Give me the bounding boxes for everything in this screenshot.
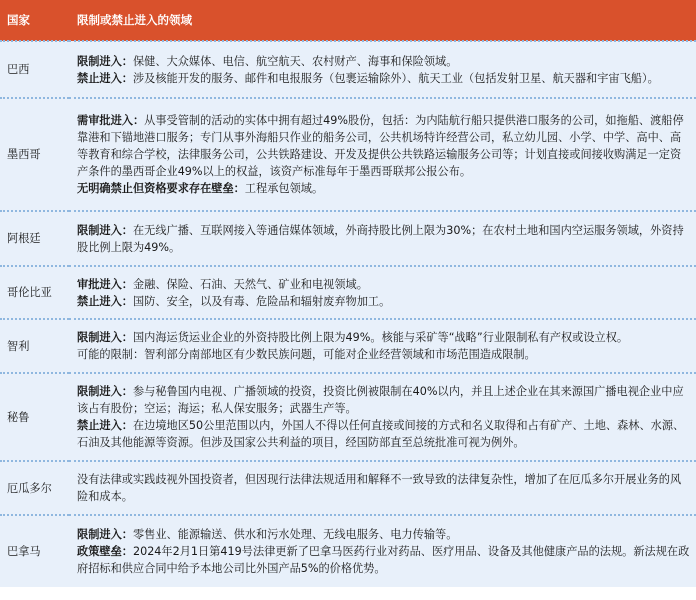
restriction-cell [69, 41, 696, 98]
restriction-text: 涉及核能开发的服务、邮件和电报服务（包裹运输除外）、航天工业（包括发射卫星、航天器和宇宙飞船）。 [132, 71, 659, 85]
restriction-label: 限制进入： [77, 385, 133, 398]
restriction-cell [69, 319, 696, 373]
restriction-label: 审批进入： [77, 277, 133, 291]
restriction-label: 无明确禁止但资格要求存在壁垒： [77, 182, 245, 195]
restriction-label: 禁止进入： [77, 419, 133, 432]
restriction-line [77, 70, 690, 87]
restriction-line [77, 293, 690, 310]
restriction-line [77, 471, 690, 505]
restriction-cell [69, 461, 696, 515]
restriction-text: 保健、大众媒体、电信、航空航天、农村财产、海事和保险领域。 [132, 54, 458, 68]
table-row [0, 373, 696, 461]
restriction-label: 限制进入： [77, 54, 133, 68]
restriction-label: 限制进入： [77, 528, 133, 541]
restriction-text: 从事受管制的活动的实体中拥有超过49%股份，包括：为内陆航行船只提供港口服务的公司，如拖船、渡船停靠港和下锚地港口服务；专门从事外海船只作业的船务公司，公共机场特许经营公司，私立幼儿园、小学、中学、高中、高等教育和综合学校，法律服务公司，公共铁路建设、开发及提供公共铁路运输服务公司等；计划直接或间接收购满足一定资产条件的墨西哥企业49%以上的权益，该资产标准每年于墨西哥联邦公报公布。 [77, 114, 684, 178]
restriction-text: 国内海运货运业企业的外资持股比例上限为49%。核能与采矿等“战略”行业限制私有产权或设立权。 [132, 331, 629, 344]
country-cell: 阿根廷 [0, 211, 69, 266]
restriction-line [77, 329, 690, 346]
restriction-text: 工程承包领域。 [244, 182, 324, 195]
table-row [0, 41, 696, 98]
restriction-line [77, 526, 690, 543]
table-row [0, 98, 696, 211]
header-country: 国家 [0, 0, 69, 41]
table-row [0, 515, 696, 587]
restriction-label: 需审批进入： [77, 114, 145, 127]
restriction-cell [69, 515, 696, 587]
table-row [0, 461, 696, 515]
table-row [0, 266, 696, 319]
restriction-cell [69, 211, 696, 266]
country-cell: 墨西哥 [0, 98, 69, 211]
restriction-text: 在无线广播、互联网接入等通信媒体领域，外商持股比例上限为30%；在农村土地和国内空运服务领域，外资持股比例上限为49%。 [77, 223, 684, 254]
country-cell: 厄瓜多尔 [0, 461, 69, 515]
restriction-cell [69, 98, 696, 211]
country-cell: 巴西 [0, 41, 69, 98]
country-cell: 秘鲁 [0, 373, 69, 461]
restriction-label: 禁止进入： [77, 71, 133, 85]
table-row [0, 211, 696, 266]
restriction-line [77, 346, 690, 363]
restriction-text: 金融、保险、石油、天然气、矿业和电视领域。 [132, 277, 368, 291]
country-cell: 智利 [0, 319, 69, 373]
restriction-cell [69, 373, 696, 461]
table-row [0, 319, 696, 373]
restriction-line [77, 383, 690, 417]
restriction-label: 限制进入： [77, 223, 133, 237]
restriction-text: 没有法律或实践歧视外国投资者，但因现行法律法规适用和解释不一致导致的法律复杂性，增加了在厄瓜多尔开展业务的风险和成本。 [77, 473, 682, 503]
restriction-line [77, 180, 690, 197]
restriction-line [77, 222, 690, 256]
restriction-text: 零售业、能源输送、供水和污水处理、无线电服务、电力传输等。 [132, 528, 458, 541]
restriction-text: 在边境地区50公里范围以内，外国人不得以任何直接或间接的方式和名义取得和占有矿产、土地、森林、水源、石油及其他能源等资源。但涉及国家公共利益的项目，经国防部直至总统批准可视为例外。 [77, 419, 685, 449]
country-cell: 巴拿马 [0, 515, 69, 587]
restriction-label: 限制进入： [77, 331, 133, 344]
restriction-text: 2024年2月1日第419号法律更新了巴拿马医药行业对药品、医疗用品、设备及其他健康产品的法规。新法规在政府招标和供应合同中给予本地公司比外国产品5%的价格优势。 [77, 545, 690, 575]
restriction-line [77, 417, 690, 451]
restriction-label: 禁止进入： [77, 294, 133, 308]
restriction-cell [69, 266, 696, 319]
table-header-row [0, 0, 696, 41]
restriction-line [77, 276, 690, 293]
header-domain: 限制或禁止进入的领域 [69, 0, 696, 41]
restriction-text: 参与秘鲁国内电视、广播领域的投资，投资比例被限制在40%以内，并且上述企业在其来源国广播电视企业中应该占有股份；空运；海运；私人保安服务；武器生产等。 [77, 385, 684, 415]
restriction-text: 国防、安全，以及有毒、危险品和辐射废弃物加工。 [132, 294, 391, 308]
restriction-label: 政策壁垒： [77, 545, 133, 558]
restriction-text: 可能的限制：智利部分南部地区有少数民族问题，可能对企业经营领域和市场范围造成限制。 [77, 348, 536, 361]
country-cell: 哥伦比亚 [0, 266, 69, 319]
restriction-line [77, 543, 690, 577]
restriction-line [77, 53, 690, 70]
restriction-line [77, 112, 690, 180]
